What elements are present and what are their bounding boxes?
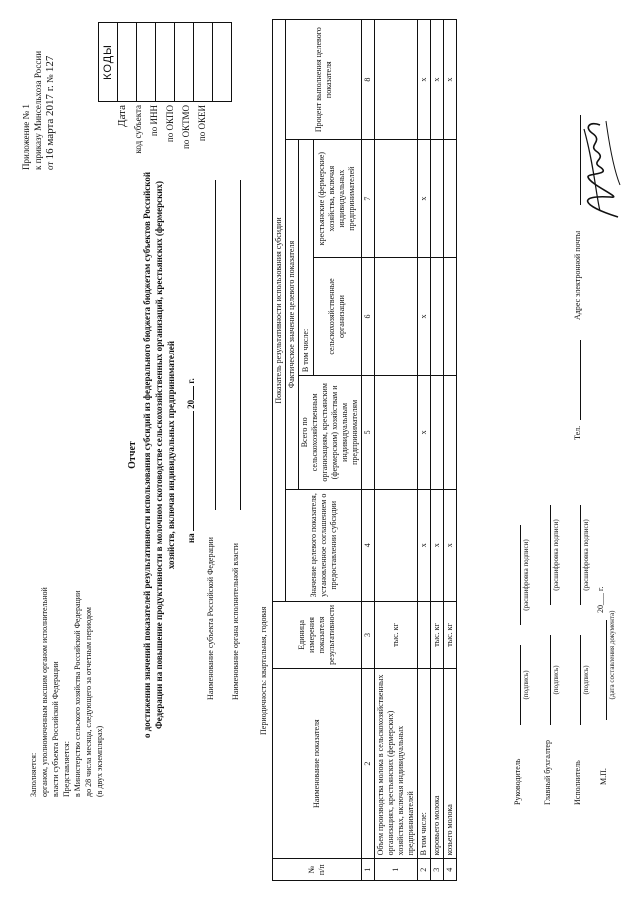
phone-field[interactable] [568, 340, 581, 420]
report-title-word: Отчет [127, 441, 138, 469]
executor-label: Исполнитель [573, 760, 582, 805]
code-label-okpo: по ОКПО [165, 105, 175, 143]
report-form-page: Приложение № 1 к приказу Минсельхоза России от 16 марта 2017 г. № 127 Заполняется: органом, уполномоченным высшим органом исполнительной власти субъекта Российской Федерации Представляется: в Министерство сельского хозяйства Российской Федерации до 28 числа месяца, следующего за отчетным периодом (в двух экземплярах) Дата код субъекта по ИНН по ОКПО по ОКТМО по ОКЕИ КОДЫ Отчет о достижении значений показателей результативности использования субсидий из федерального бюджета бюджетам субъектов Российской Федерации на повышение продуктивности в молочном скотоводстве сельскохозяйственных организаций, крестьянских (фермерских) хозяйств, включая индивидуальных предпринимателей на 20 г. Наименование субъекта Российской Федерации Наименование органа исполнительной власти Периодичность: квартальная, годовая № п/п Наименование показателя Единица измерения показателя результативности Показатель результативности использования субсидии Значение целевого показателя, установленное соглашением о предоставлении субсидии Фактическое значение целевого показателя Процент выполнения целевого показателя Всего по сельскохозяйственным организациям, крестьянским (фермерским) хозяйствам и индивидуальным предпринимателям В том числе: сельскохозяйственные организации крестьянские (фермерские) хозяйства, включая индивидуальных предпринимателей 1 2 3 4 5 6 7 8 1 Объем производства молока в сельскохозяйственных организациях, крестьянских (фермерских) хозяйствах, включая индивидуальных предпринимателей тыс. кг 2 В том числе: x x x x x 3 коровьего молока тыс. кг x x 4 козьего молока тыс. кг x x Руководитель (подпись) (расшифровка подписи) Главный бухгалтер (подпись) (расшифровка подписи) Исполнитель (подпись) (расшифровка подписи) М.П. 20___ г. (дата составления документа) Тел. Адрес электронной почты [0, 0, 640, 905]
table-row: 4 козьего молока тыс. кг x x [444, 20, 457, 881]
th-name: Наименование показателя [273, 668, 362, 858]
executor-signature-field[interactable] [568, 635, 581, 725]
table-row: 2 В том числе: x x x x x [418, 20, 431, 881]
report-title: о достижении значений показателей результативности использования субсидий из федерального бюджета бюджетам субъектов Российской Федерации на повышение продуктивности в молочном скотоводстве сельскохозяйственных организаций, крестьянских (фермерских) хозяйств, включая индивидуальных предпринимателей [142, 171, 176, 739]
indicators-table [272, 19, 457, 881]
th-farms: крестьянские (фермерские) хозяйства, включая индивидуальных предпринимателей [313, 140, 361, 258]
code-cell-okei[interactable] [213, 23, 232, 102]
code-label-inn: по ИНН [149, 105, 159, 137]
report-period: на 20 г. [183, 343, 197, 543]
code-label-oktmo: по ОКТМО [181, 105, 191, 149]
authority-label: Наименование органа исполнительной власти [231, 543, 240, 700]
code-cell-date[interactable] [118, 23, 137, 102]
year-blank[interactable] [183, 386, 194, 400]
phone-label: Тел. [573, 425, 582, 440]
date-field[interactable] [594, 620, 607, 720]
head-decoding-field[interactable] [508, 525, 521, 625]
th-unit: Единица измерения показателя результативности [273, 601, 362, 668]
appendix-block [20, 10, 56, 170]
codes-table [98, 22, 232, 102]
accountant-decoding-field[interactable] [538, 505, 551, 605]
th-fact-group: Фактическое значение целевого показателя [286, 140, 299, 489]
table-row: 1 Объем производства молока в сельскохозяйственных организациях, крестьянских (фермерских) хозяйствах, включая индивидуальных предпринимателей тыс. кг [375, 20, 418, 881]
code-label-okei: по ОКЕИ [197, 105, 207, 142]
email-label: Адрес электронной почты [573, 230, 582, 320]
head-signature-field[interactable] [508, 645, 521, 725]
stamp-place: М.П. [599, 768, 608, 785]
code-label-subject: код субъекта [133, 105, 143, 154]
code-cell-okpo[interactable] [175, 23, 194, 102]
table-column-numbers: 1 2 3 4 5 6 7 8 [362, 20, 375, 881]
head-label: Руководитель [513, 758, 522, 805]
th-results-group: Показатель результативности использования субсидии [273, 20, 286, 602]
th-percent: Процент выполнения целевого показателя [286, 20, 362, 140]
table-row: 3 коровьего молока тыс. кг x x [431, 20, 444, 881]
executor-decoding-field[interactable] [568, 505, 581, 605]
period-blank[interactable] [183, 411, 194, 531]
authority-field[interactable] [240, 180, 241, 510]
periodicity: Периодичность: квартальная, годовая [259, 606, 268, 735]
th-plan-group: Значение целевого показателя, установленное соглашением о предоставлении субсидии [286, 489, 362, 601]
th-fact-total: Всего по сельскохозяйственным организациям, крестьянским (фермерским) хозяйствам и индивидуальным предпринимателям [299, 376, 362, 490]
appendix-line2: к приказу Минсельхоза России [33, 50, 43, 170]
appendix-line3: от 16 марта 2017 г. № 127 [44, 55, 56, 170]
th-num: № п/п [273, 859, 362, 881]
code-cell-subject[interactable] [137, 23, 156, 102]
th-including: В том числе: [299, 140, 314, 376]
appendix-line1: Приложение № 1 [21, 104, 31, 170]
handwritten-signature [570, 115, 630, 225]
accountant-signature-field[interactable] [538, 635, 551, 725]
code-label-date: Дата [116, 105, 128, 127]
subject-label: Наименование субъекта Российской Федерации [206, 537, 215, 700]
code-cell-inn[interactable] [156, 23, 175, 102]
subject-field[interactable] [215, 180, 216, 510]
code-cell-oktmo[interactable] [194, 23, 213, 102]
accountant-label: Главный бухгалтер [543, 740, 552, 805]
th-agri-orgs: сельскохозяйственные организации [313, 257, 361, 375]
codes-title: КОДЫ [99, 23, 118, 102]
header-instructions: Заполняется: органом, уполномоченным высшим органом исполнительной власти субъекта Российской Федерации Представляется: в Министерство сельского хозяйства Российской Федерации до 28 числа месяца, следующего за отчетным периодом (в двух экземплярах) [29, 587, 104, 797]
